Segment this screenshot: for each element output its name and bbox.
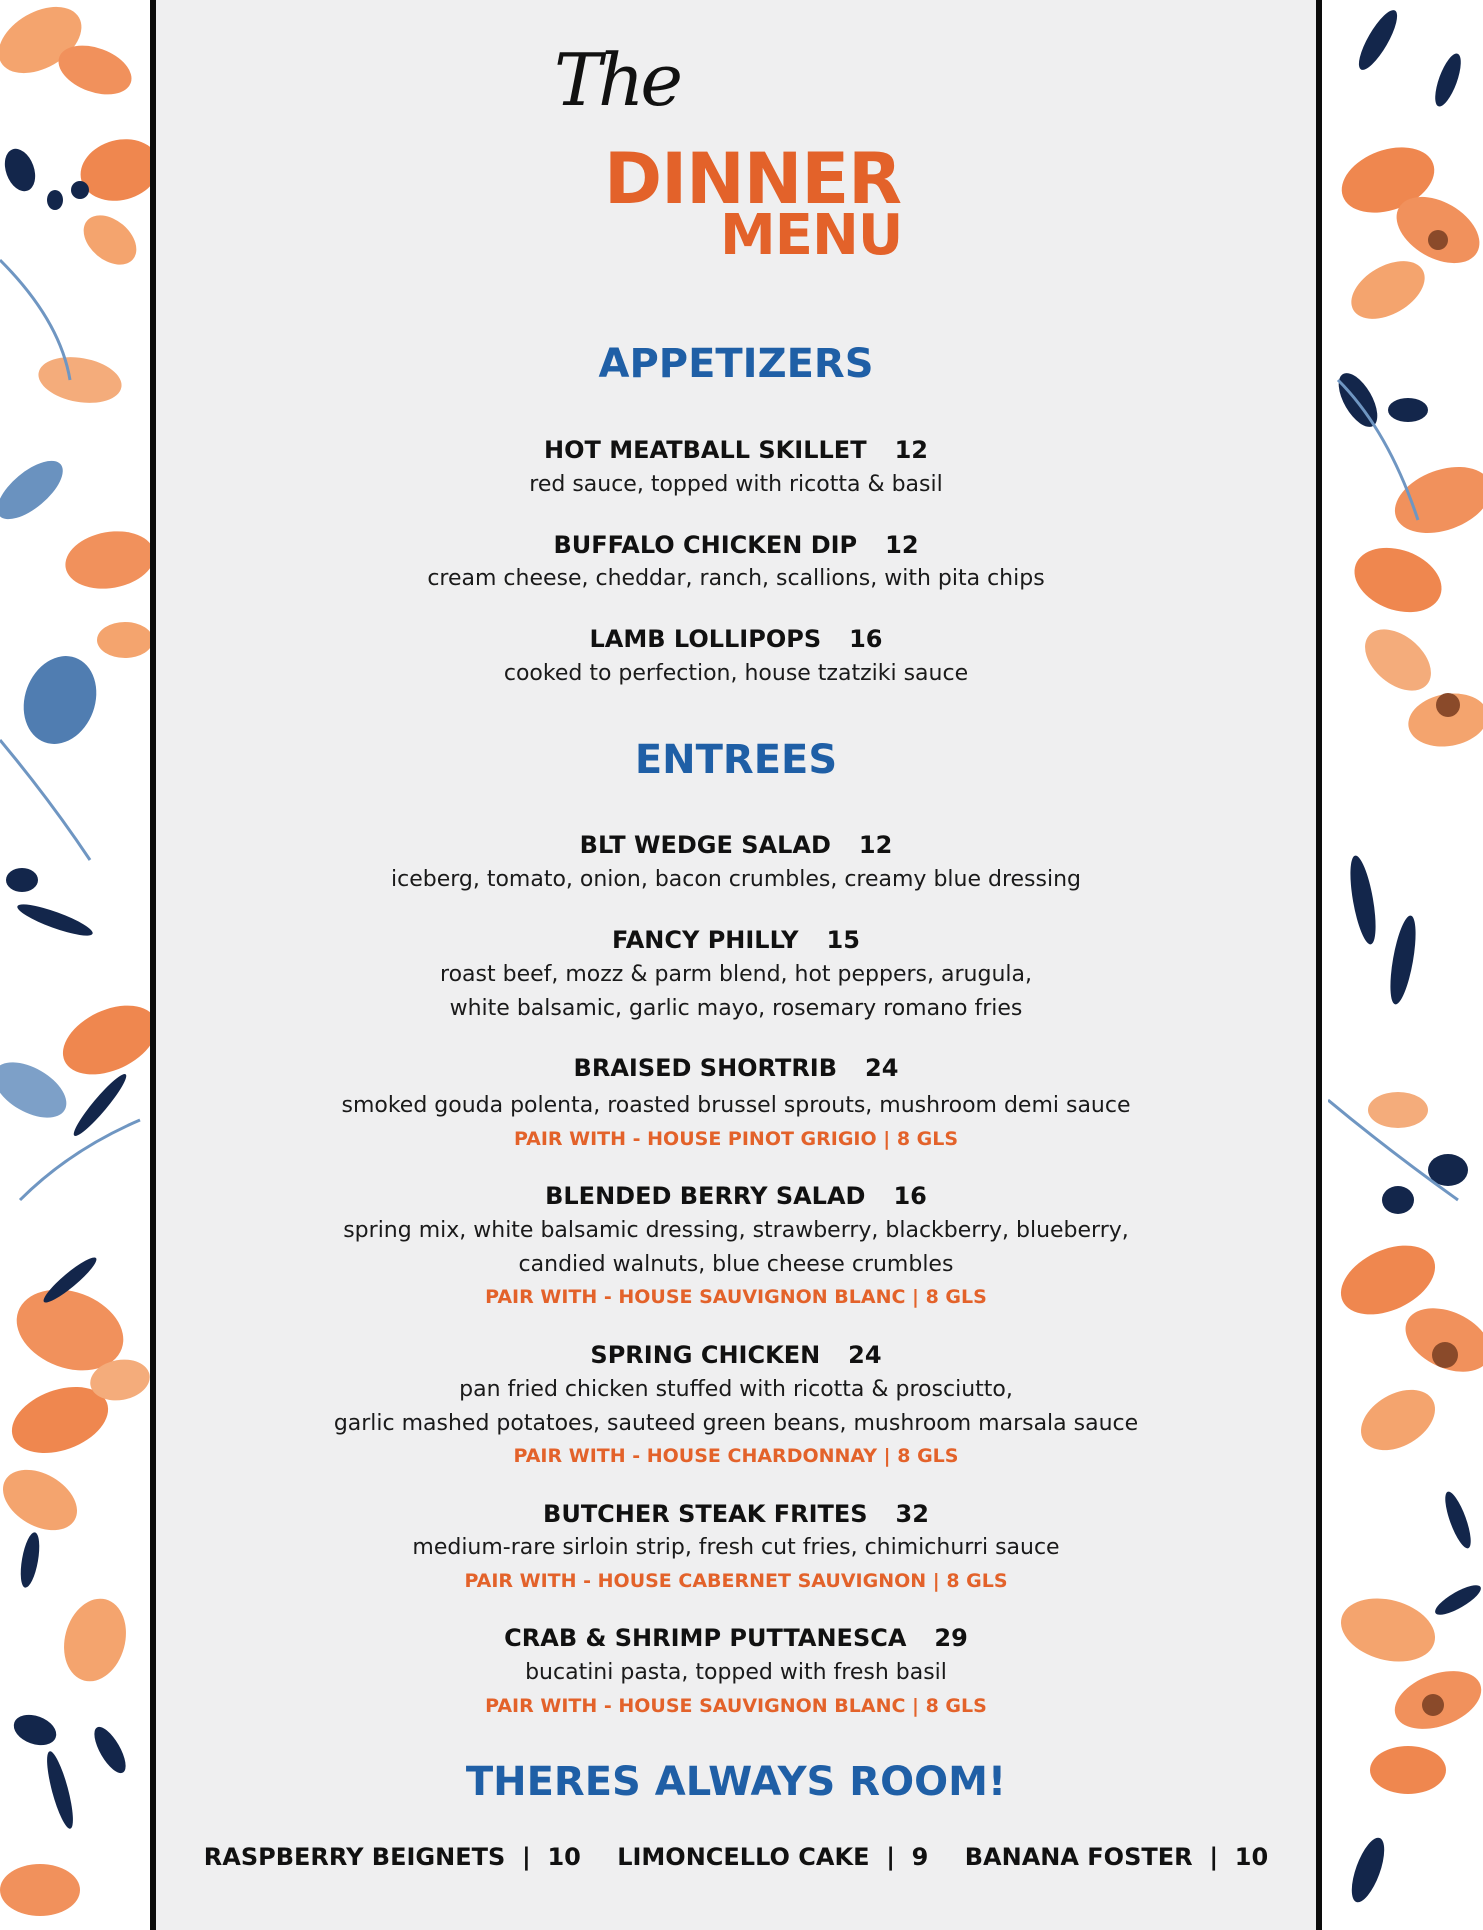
wine-pairing: PAIR WITH - HOUSE CHARDONNAY | 8 GLS bbox=[513, 1445, 959, 1467]
item-price: 12 bbox=[885, 531, 919, 559]
wine-pairing: PAIR WITH - HOUSE PINOT GRIGIO | 8 GLS bbox=[513, 1128, 959, 1150]
wine-pairing: PAIR WITH - HOUSE SAUVIGNON BLANC | 8 GLS bbox=[485, 1286, 987, 1308]
item-description: bucatini pasta, topped with fresh basil bbox=[525, 1660, 947, 1685]
item-description: cream cheese, cheddar, ranch, scallions, with pita chips bbox=[427, 566, 1045, 591]
item-title: LAMB LOLLIPOPS bbox=[589, 625, 822, 653]
item-description: medium-rare sirloin strip, fresh cut fries, chimichurri sauce bbox=[412, 1535, 1060, 1560]
item-price: 29 bbox=[934, 1624, 968, 1652]
menu-item-name bbox=[156, 1626, 1316, 1650]
item-title: SPRING CHICKEN bbox=[590, 1341, 821, 1369]
item-title: BUFFALO CHICKEN DIP bbox=[553, 531, 858, 559]
floral-border-right bbox=[1328, 0, 1483, 1920]
dessert-item: BANANA FOSTER | 10 bbox=[964, 1843, 1269, 1871]
dessert-name: RASPBERRY BEIGNETS bbox=[203, 1843, 506, 1871]
item-title: FANCY PHILLY bbox=[612, 926, 799, 954]
item-price: 16 bbox=[849, 625, 883, 653]
item-description: pan fried chicken stuffed with ricotta & prosciutto, bbox=[459, 1377, 1013, 1402]
menu-item-name bbox=[156, 1056, 1316, 1080]
entrees-heading: ENTREES bbox=[634, 737, 838, 783]
dessert-item: RASPBERRY BEIGNETS | 10 bbox=[203, 1843, 581, 1871]
wine-pairing: PAIR WITH - HOUSE CABERNET SAUVIGNON | 8 GLS bbox=[464, 1570, 1008, 1592]
floral-border-left bbox=[0, 0, 150, 1920]
watercolor-floral-border-right-icon bbox=[1328, 0, 1483, 1920]
item-title: BLT WEDGE SALAD bbox=[579, 831, 831, 859]
item-description: white balsamic, garlic mayo, rosemary romano fries bbox=[449, 996, 1023, 1021]
dessert-price: 10 bbox=[547, 1843, 581, 1871]
item-description: spring mix, white balsamic dressing, strawberry, blackberry, blueberry, bbox=[343, 1218, 1129, 1243]
desserts-heading: THERES ALWAYS ROOM! bbox=[465, 1759, 1007, 1805]
item-price: 24 bbox=[865, 1054, 899, 1082]
item-description: smoked gouda polenta, roasted brussel sprouts, mushroom demi sauce bbox=[341, 1093, 1131, 1118]
dessert-name: LIMONCELLO CAKE bbox=[617, 1843, 870, 1871]
item-price: 24 bbox=[848, 1341, 882, 1369]
title-menu: MENU bbox=[720, 203, 903, 268]
item-description: red sauce, topped with ricotta & basil bbox=[529, 472, 943, 497]
item-price: 12 bbox=[894, 436, 928, 464]
menu-item-name bbox=[156, 1502, 1316, 1526]
title-script: The bbox=[554, 38, 680, 122]
menu-item-name bbox=[156, 533, 1316, 557]
menu-item-name bbox=[156, 1343, 1316, 1367]
wine-pairing: PAIR WITH - HOUSE SAUVIGNON BLANC | 8 GLS bbox=[485, 1695, 987, 1717]
title-dinner: DINNER bbox=[604, 138, 902, 220]
item-description: garlic mashed potatoes, sauteed green beans, mushroom marsala sauce bbox=[333, 1411, 1139, 1436]
item-title: BUTCHER STEAK FRITES bbox=[543, 1500, 868, 1528]
menu-item-name bbox=[156, 928, 1316, 952]
item-price: 15 bbox=[826, 926, 860, 954]
menu-item-name bbox=[156, 833, 1316, 857]
item-title: BRAISED SHORTRIB bbox=[573, 1054, 838, 1082]
item-description: roast beef, mozz & parm blend, hot peppers, arugula, bbox=[440, 962, 1032, 987]
dessert-price: 10 bbox=[1234, 1843, 1269, 1871]
item-title: BLENDED BERRY SALAD bbox=[545, 1182, 866, 1210]
watercolor-floral-border-left-icon bbox=[0, 0, 150, 1920]
menu-item-name bbox=[156, 1184, 1316, 1208]
appetizers-heading: APPETIZERS bbox=[598, 341, 874, 387]
menu-panel bbox=[150, 0, 1322, 1930]
desserts-row bbox=[156, 1845, 1316, 1869]
item-price: 16 bbox=[893, 1182, 927, 1210]
menu-item-name bbox=[156, 627, 1316, 651]
item-title: HOT MEATBALL SKILLET bbox=[544, 436, 867, 464]
item-description: iceberg, tomato, onion, bacon crumbles, creamy blue dressing bbox=[390, 867, 1081, 892]
dessert-name: BANANA FOSTER bbox=[964, 1843, 1193, 1871]
item-description: cooked to perfection, house tzatziki sauce bbox=[503, 661, 969, 686]
dessert-item: LIMONCELLO CAKE | 9 bbox=[617, 1843, 929, 1871]
item-price: 12 bbox=[858, 831, 893, 859]
item-description: candied walnuts, blue cheese crumbles bbox=[518, 1252, 954, 1277]
item-price: 32 bbox=[895, 1500, 929, 1528]
dessert-price: 9 bbox=[911, 1843, 929, 1871]
menu-item-name bbox=[156, 438, 1316, 462]
item-title: CRAB & SHRIMP PUTTANESCA bbox=[504, 1624, 907, 1652]
